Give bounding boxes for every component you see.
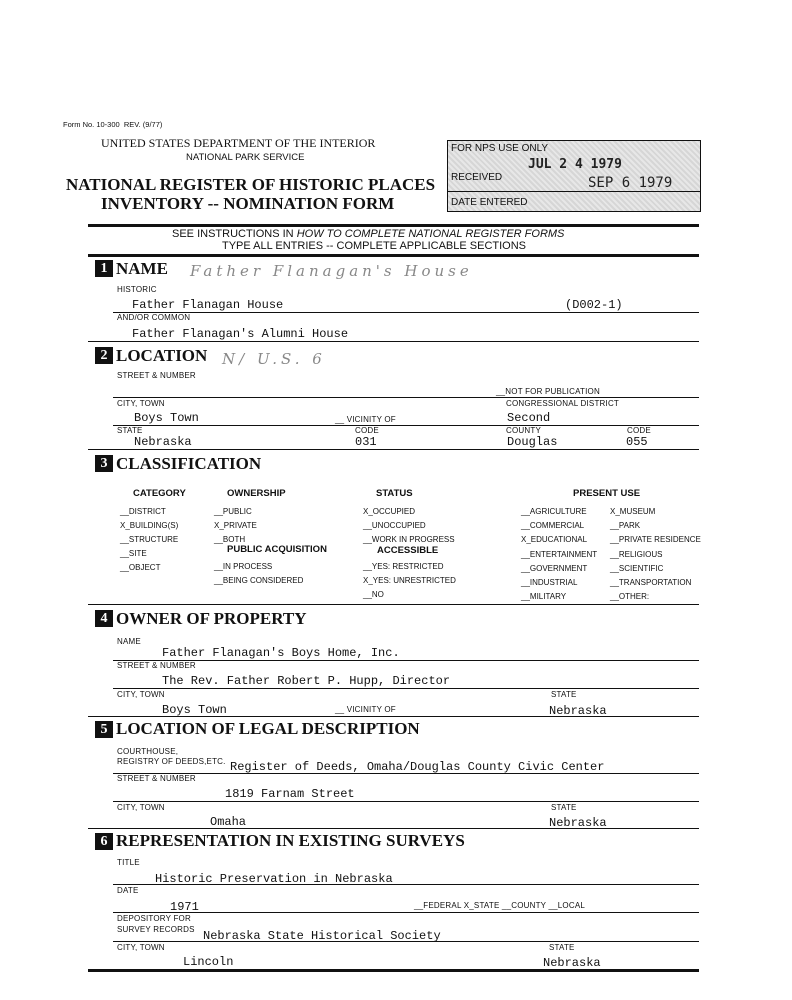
present-use-column-1 <box>521 505 597 604</box>
present-use-option[interactable]: __PARK <box>610 521 641 531</box>
section-number-2: 2 <box>95 347 113 364</box>
owner-name-label: NAME <box>117 637 141 646</box>
instructions-line1: SEE INSTRUCTIONS IN HOW TO COMPLETE NATIONAL REGISTER FORMS <box>172 228 565 240</box>
city-value: Boys Town <box>134 411 199 425</box>
section-number-4: 4 <box>95 610 113 627</box>
category-option[interactable]: X_BUILDING(S) <box>120 520 179 530</box>
owner-name-value: Father Flanagan's Boys Home, Inc. <box>162 646 400 660</box>
common-value: Father Flanagan's Alumni House <box>132 327 349 341</box>
courthouse-label-2: REGISTRY OF DEEDS,ETC. <box>117 757 226 766</box>
courthouse-value: Register of Deeds, Omaha/Douglas County Civic Center <box>230 760 605 774</box>
present-use-option[interactable]: __INDUSTRIAL <box>521 578 578 588</box>
owner-city-value: Boys Town <box>162 703 227 717</box>
survey-state-label: STATE <box>549 943 575 952</box>
legal-state-label: STATE <box>551 803 577 812</box>
district-value: Second <box>507 411 551 425</box>
state-label: STATE <box>117 426 143 435</box>
received-stamp: JUL 2 4 1979 <box>528 157 622 172</box>
present-use-option[interactable]: __COMMERCIAL <box>521 521 585 531</box>
common-label: AND/OR COMMON <box>117 313 191 322</box>
department-name: UNITED STATES DEPARTMENT OF THE INTERIOR <box>101 136 376 150</box>
present-use-option[interactable]: __PRIVATE RESIDENCE <box>610 535 701 545</box>
legal-state-value: Nebraska <box>549 816 607 830</box>
form-title-line2: INVENTORY -- NOMINATION FORM <box>101 194 395 213</box>
section-title-owner: OWNER OF PROPERTY <box>116 609 307 628</box>
present-use-option[interactable]: __MILITARY <box>521 592 567 602</box>
status-list <box>363 505 455 547</box>
present-use-option[interactable]: X_MUSEUM <box>610 507 656 516</box>
state-code-label: CODE <box>355 426 379 435</box>
courthouse-label-1: COURTHOUSE, <box>117 747 179 756</box>
state-value: Nebraska <box>134 435 192 449</box>
depository-value: Nebraska State Historical Society <box>203 929 441 943</box>
section-title-location: LOCATION <box>116 346 208 365</box>
category-heading: CATEGORY <box>133 488 186 499</box>
section-number-5: 5 <box>95 721 113 738</box>
present-use-heading: PRESENT USE <box>573 488 641 499</box>
historic-value: Father Flanagan House <box>132 298 284 312</box>
county-value: Douglas <box>507 435 558 449</box>
survey-date-value: 1971 <box>170 900 199 914</box>
survey-title-value: Historic Preservation in Nebraska <box>155 872 393 886</box>
service-name: NATIONAL PARK SERVICE <box>186 152 305 163</box>
legal-city-value: Omaha <box>210 815 247 829</box>
owner-street-label: STREET & NUMBER <box>117 661 196 670</box>
owner-state-label: STATE <box>551 690 577 699</box>
survey-date-label: DATE <box>117 886 139 895</box>
owner-street-value: The Rev. Father Robert P. Hupp, Director <box>162 674 451 688</box>
historic-code: (D002-1) <box>565 298 623 312</box>
present-use-column-2 <box>610 505 701 604</box>
present-use-option[interactable]: X_EDUCATIONAL <box>521 535 588 545</box>
ownership-option[interactable]: X_PRIVATE <box>214 520 257 530</box>
section-title-surveys: REPRESENTATION IN EXISTING SURVEYS <box>116 831 465 850</box>
survey-title-label: TITLE <box>117 858 140 867</box>
category-option[interactable]: __SITE <box>120 548 147 558</box>
date-entered-stamp: SEP 6 1979 <box>588 175 673 191</box>
present-use-option[interactable]: __SCIENTIFIC <box>610 563 664 573</box>
ownership-option[interactable]: __BOTH <box>214 534 246 544</box>
accessible-heading: ACCESSIBLE <box>377 545 439 556</box>
present-use-option[interactable]: __TRANSPORTATION <box>610 578 692 588</box>
legal-street-label: STREET & NUMBER <box>117 774 196 783</box>
section-number-6: 6 <box>95 833 113 850</box>
district-label: CONGRESSIONAL DISTRICT <box>506 399 620 408</box>
section-number-1: 1 <box>95 260 113 277</box>
top-divider <box>88 224 699 227</box>
ownership-option[interactable]: __PUBLIC <box>214 507 252 516</box>
handwritten-note-location: N/ U.S. 6 <box>222 350 326 368</box>
legal-city-label: CITY, TOWN <box>117 803 165 812</box>
owner-city-label: CITY, TOWN <box>117 690 165 699</box>
acquisition-option[interactable]: __IN PROCESS <box>214 562 273 571</box>
present-use-option[interactable]: __OTHER: <box>610 592 650 602</box>
historic-label: HISTORIC <box>117 285 157 294</box>
county-code-value: 055 <box>626 435 648 449</box>
county-code-label: CODE <box>627 426 651 435</box>
ownership-list <box>214 505 257 547</box>
survey-state-value: Nebraska <box>543 956 601 970</box>
depository-label-1: DEPOSITORY FOR <box>117 914 191 923</box>
date-entered-label: DATE ENTERED <box>451 197 528 208</box>
owner-state-value: Nebraska <box>549 704 607 718</box>
present-use-option[interactable]: __AGRICULTURE <box>521 507 587 516</box>
handwritten-note-name: Father Flanagan's House <box>190 262 473 280</box>
status-heading: STATUS <box>376 488 413 499</box>
vicinity-of: __ VICINITY OF <box>335 415 396 424</box>
survey-levels: __FEDERAL X_STATE __COUNTY __LOCAL <box>414 901 586 910</box>
form-number: Form No. 10-300 REV. (9/77) <box>63 120 163 129</box>
acquisition-list <box>214 560 303 588</box>
survey-city-value: Lincoln <box>183 955 234 969</box>
status-option[interactable]: __WORK IN PROGRESS <box>363 534 455 544</box>
category-option[interactable]: __STRUCTURE <box>120 534 179 544</box>
legal-street-value: 1819 Farnam Street <box>225 787 355 801</box>
category-option[interactable]: __OBJECT <box>120 562 161 572</box>
state-code-value: 031 <box>355 435 377 449</box>
depository-label-2: SURVEY RECORDS <box>117 925 195 934</box>
accessible-list <box>363 560 456 602</box>
city-label: CITY, TOWN <box>117 399 165 408</box>
accessible-option[interactable]: X_YES: UNRESTRICTED <box>363 576 456 585</box>
present-use-option[interactable]: __GOVERNMENT <box>521 563 588 573</box>
status-option[interactable]: __UNOCCUPIED <box>363 520 426 530</box>
section-number-3: 3 <box>95 455 113 472</box>
acquisition-option[interactable]: __BEING CONSIDERED <box>214 576 304 585</box>
bottom-divider <box>88 969 699 972</box>
instructions-line2: TYPE ALL ENTRIES -- COMPLETE APPLICABLE SECTIONS <box>222 240 527 252</box>
public-acquisition-heading: PUBLIC ACQUISITION <box>227 544 327 555</box>
nps-box-label: FOR NPS USE ONLY <box>451 143 549 154</box>
county-label: COUNTY <box>506 426 541 435</box>
section-title-legal-description: LOCATION OF LEGAL DESCRIPTION <box>116 719 420 738</box>
category-list <box>120 505 178 575</box>
status-option[interactable]: X_OCCUPIED <box>363 507 416 516</box>
present-use-option[interactable]: __ENTERTAINMENT <box>521 549 598 559</box>
section-title-name: NAME <box>116 259 168 278</box>
survey-city-label: CITY, TOWN <box>117 943 165 952</box>
present-use-option[interactable]: __RELIGIOUS <box>610 549 663 559</box>
accessible-option[interactable]: __NO <box>363 590 384 599</box>
owner-vicinity-of: __ VICINITY OF <box>335 705 396 714</box>
received-label: RECEIVED <box>451 172 503 183</box>
ownership-heading: OWNERSHIP <box>227 488 286 499</box>
nps-use-box <box>447 140 701 212</box>
street-label: STREET & NUMBER <box>117 371 196 380</box>
accessible-option[interactable]: __YES: RESTRICTED <box>363 562 444 571</box>
not-for-publication: __NOT FOR PUBLICATION <box>496 387 600 396</box>
section-title-classification: CLASSIFICATION <box>116 454 262 473</box>
form-title-line1: NATIONAL REGISTER OF HISTORIC PLACES <box>66 175 436 194</box>
instructions-divider <box>88 254 699 257</box>
category-option[interactable]: __DISTRICT <box>120 507 166 516</box>
